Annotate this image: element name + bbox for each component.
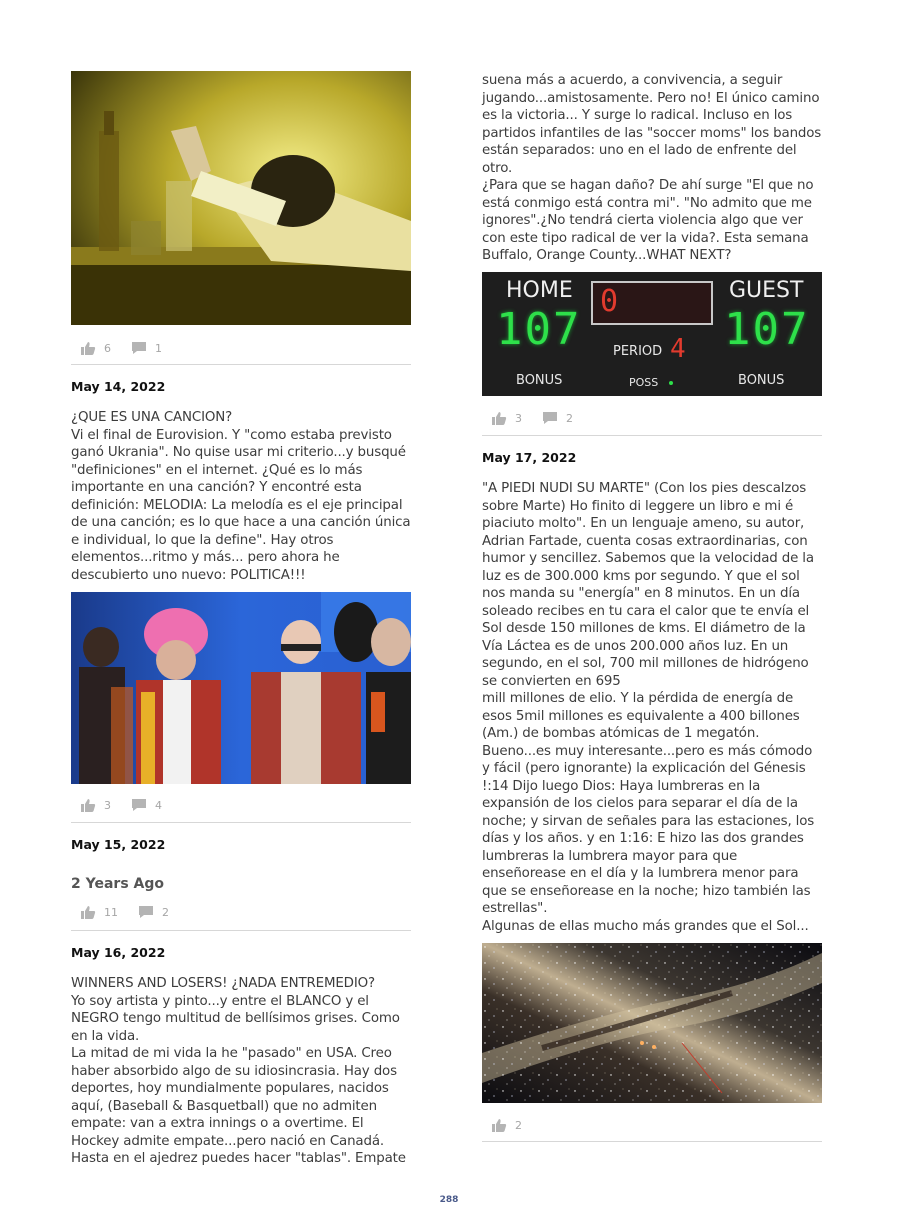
scoreboard-guest-score: 107	[724, 304, 810, 355]
post-stats	[491, 408, 593, 428]
post-text-continued: suena más a acuerdo, a convivencia, a seguir jugando...amistosamente. Pero no! El único camino es la victoria... Y surge lo radical. Incluso en los partidos infantiles de las "soccer moms" los bandos están separados: uno en el lado de enfrente del otro. ¿Para que se hagan daño? De ahí surge "El que no está conmigo está contra mi". "No admito que me ignores".¿No tendrá cierta violencia algo que ver con este tipo radical de ver la vida?. Esta semana Buffalo, Orange County...WHAT NEXT?	[482, 73, 822, 263]
separator	[71, 364, 411, 365]
page-number: 288	[439, 1195, 459, 1205]
scoreboard-poss-light	[669, 381, 673, 385]
thumbs-up-icon[interactable]	[491, 411, 507, 425]
scoreboard-period-value: 4	[670, 334, 686, 364]
thumbs-up-icon[interactable]	[491, 1118, 507, 1132]
thumbs-up-icon[interactable]	[80, 905, 96, 919]
post-text: ¿QUE ES UNA CANCION? Vi el final de Eurovision. Y "como estaba previsto ganó Ukrania". No quise usar mi criterio...y busqué "definiciones" en el internet. ¿Qué es lo más importante en una canción? Y encontré esta definición: MELODIA: La melodía es el eje principal de una canción; es lo que hace a una canción única e individual, lo que la define". Hay otros elementos...ritmo y más... pero ahora he descubierto uno nuevo: POLITICA!!!	[71, 410, 411, 583]
scoreboard-center-digit: 0	[600, 284, 619, 319]
post-stats	[80, 902, 189, 922]
comments-count: 1	[155, 341, 162, 355]
post-photo-band	[71, 592, 411, 784]
post-photo-scoreboard	[482, 272, 822, 396]
separator	[71, 822, 411, 823]
post-date: May 16, 2022	[71, 945, 166, 960]
comments-count: 4	[155, 798, 162, 812]
scoreboard-poss: POSS	[629, 376, 659, 389]
post-text: "A PIEDI NUDI SU MARTE" (Con los pies descalzos sobre Marte) Ho finito di leggere un libro e mi é piaciuto molto". En un lenguaje ameno, su autor, Adrian Fartade, cuenta cosas extraordinarias, con humor y sencillez. Sabemos que la velocidad de la luz es de 300.000 kms por segundo. Y que el sol nos manda su "energía" en 8 minutos. En un día soleado recibes en tu cara el calor que te envía el Sol desde 150 millones de kms. El diámetro de la Vía Láctea es de unos 200.000 años luz. En un segundo, en el sol, 700 mil millones de hidrógeno se convierten en 695 mill millones de elio. Y la pérdida de energía de esos 5mil millones es equivalente a 400 billones (Am.) de bombas atómicas de 1 megatón. Bueno...es muy interesante...pero es más cómodo y fácil (pero ignorante) la explicación del Génesis !:14 Dijo luego Dios: Haya lumbreras en la expansión de los cielos para separar el día de la noche; y sirvan de señales para las estaciones, los días y los años. y en 1:16: E hizo las dos grandes lumbreras la lumbrera mayor para que enseñorease en el día y la lumbrera menor para que se enseñorease en la noche; hizo también las estrellas". Algunas de ellas mucho más grandes que el Sol...	[482, 481, 815, 934]
likes-count: 3	[104, 798, 111, 812]
likes-count: 3	[515, 411, 522, 425]
post-date: May 17, 2022	[482, 450, 577, 465]
separator	[71, 930, 411, 931]
comments-count: 2	[162, 905, 169, 919]
separator	[482, 1141, 822, 1142]
post-stats	[80, 338, 182, 358]
likes-count: 6	[104, 341, 111, 355]
comment-icon[interactable]	[138, 905, 154, 919]
scoreboard-home-score: 107	[496, 304, 582, 355]
separator	[482, 435, 822, 436]
scoreboard-bonus-right: BONUS	[738, 373, 785, 388]
scoreboard-bonus-left: BONUS	[516, 373, 563, 388]
post-stats	[80, 795, 182, 815]
post-date: May 15, 2022	[71, 837, 166, 852]
post-date: May 14, 2022	[71, 379, 166, 394]
scoreboard-period-label: PERIOD	[613, 344, 663, 359]
comment-icon[interactable]	[131, 341, 147, 355]
time-ago-label: 2 Years Ago	[71, 876, 164, 892]
post-photo-milky-way	[482, 943, 822, 1103]
post-photo-man-drinking	[71, 71, 411, 325]
likes-count: 2	[515, 1118, 522, 1132]
post-stats	[491, 1115, 542, 1135]
thumbs-up-icon[interactable]	[80, 798, 96, 812]
thumbs-up-icon[interactable]	[80, 341, 96, 355]
comments-count: 2	[566, 411, 573, 425]
post-text: WINNERS AND LOSERS! ¿NADA ENTREMEDIO? Yo soy artista y pinto...y entre el BLANCO y el NEGRO tengo multitud de bellísimos grises. Como en la vida. La mitad de mi vida la he "pasado" en USA. Creo haber absorbido algo de su idiosincrasia. Hay dos deportes, hoy mundialmente populares, nacidos aquí, (Baseball & Basquetball) que no admiten empate: van a extra innings o a overtime. El Hockey admite empate...pero nació en Canadá. Hasta en el ajedrez puedes hacer "tablas". Empate	[71, 976, 406, 1166]
comment-icon[interactable]	[131, 798, 147, 812]
scoreboard-home-label: HOME	[506, 278, 573, 303]
likes-count: 11	[104, 905, 118, 919]
scoreboard-guest-label: GUEST	[729, 278, 804, 303]
comment-icon[interactable]	[542, 411, 558, 425]
